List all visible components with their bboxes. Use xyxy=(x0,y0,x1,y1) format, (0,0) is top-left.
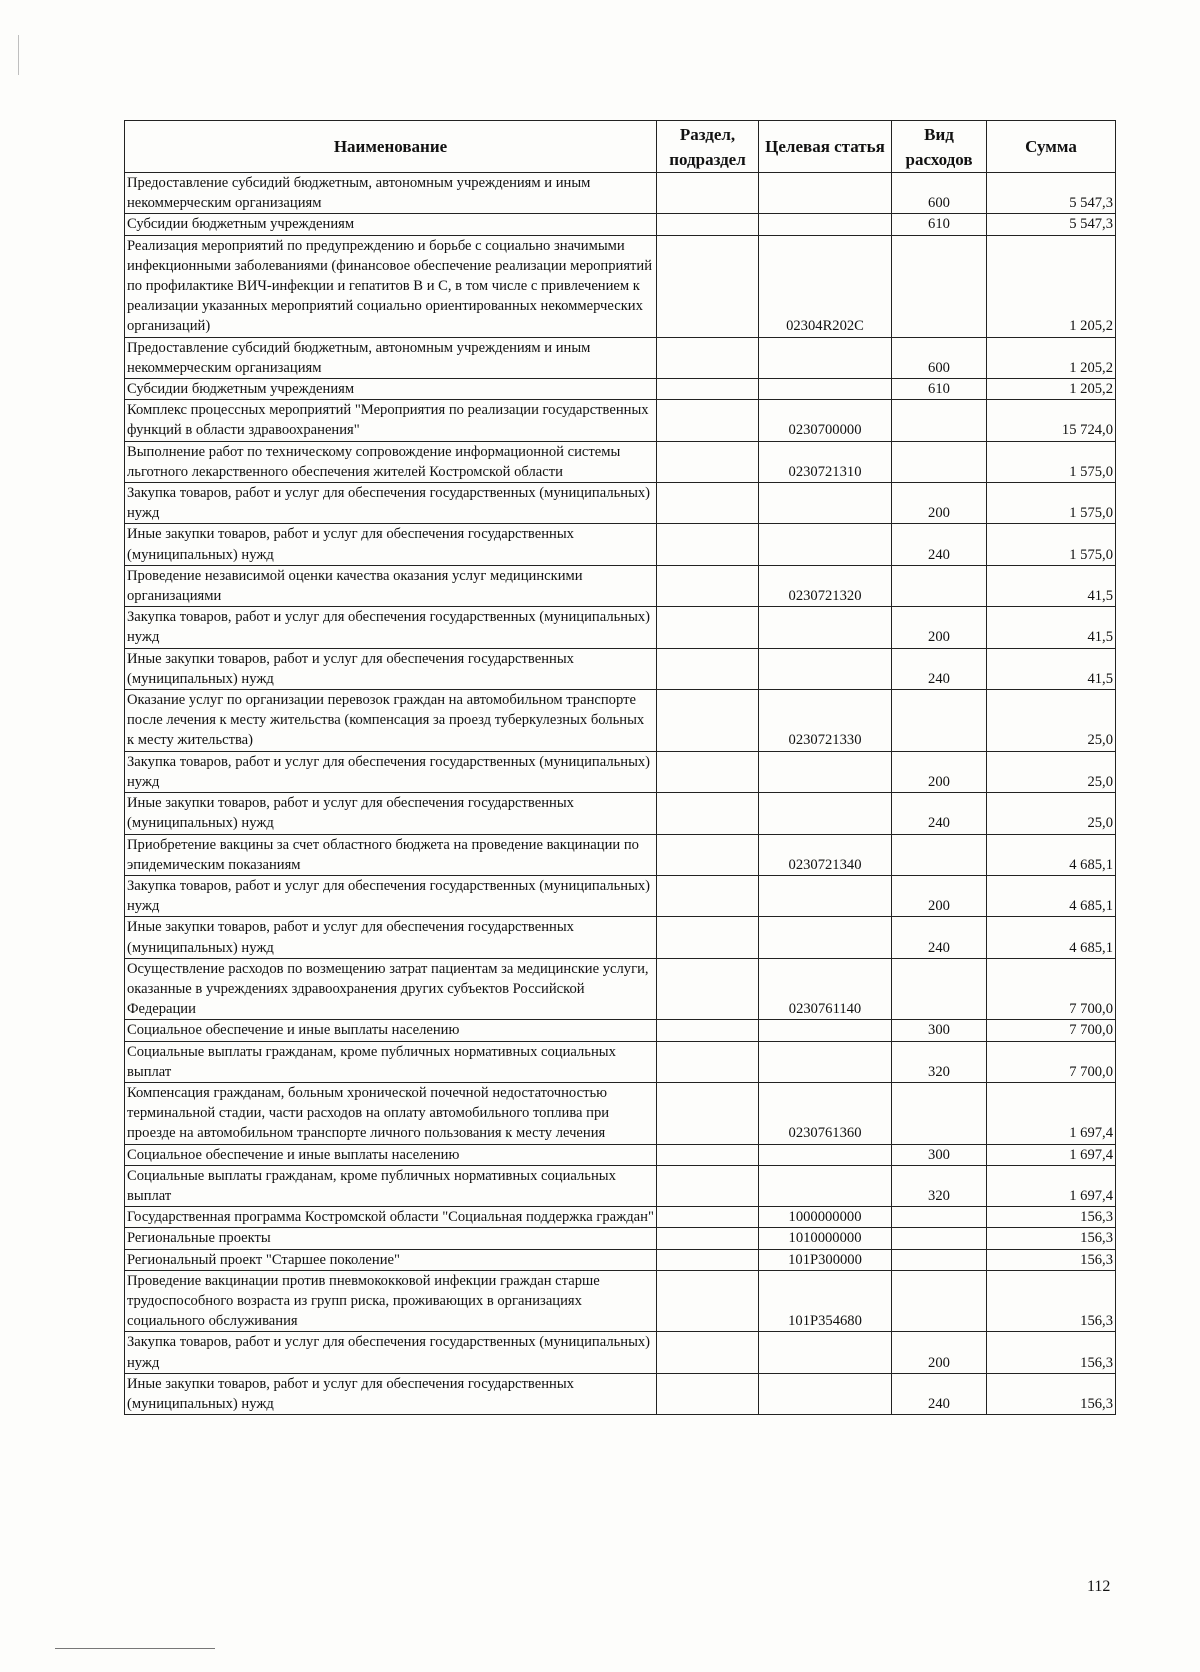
cell-name: Иные закупки товаров, работ и услуг для обеспечения государственных (муниципальных) нужд xyxy=(125,648,657,689)
cell-sum: 1 697,4 xyxy=(987,1082,1116,1144)
table-row xyxy=(125,1249,1116,1270)
cell-name: Социальные выплаты гражданам, кроме публичных нормативных социальных выплат xyxy=(125,1041,657,1082)
table-row xyxy=(125,917,1116,958)
table-body xyxy=(125,173,1116,1415)
cell-sum: 25,0 xyxy=(987,793,1116,834)
cell-target: 0230721310 xyxy=(759,441,892,482)
cell-sum: 156,3 xyxy=(987,1373,1116,1414)
cell-section xyxy=(657,1041,759,1082)
cell-sum: 1 575,0 xyxy=(987,483,1116,524)
cell-section xyxy=(657,235,759,337)
table-row xyxy=(125,958,1116,1020)
cell-kind xyxy=(892,1270,987,1332)
cell-sum: 7 700,0 xyxy=(987,958,1116,1020)
cell-kind: 200 xyxy=(892,751,987,792)
cell-sum: 1 697,4 xyxy=(987,1165,1116,1206)
cell-sum: 25,0 xyxy=(987,690,1116,752)
table-row xyxy=(125,524,1116,565)
cell-section xyxy=(657,607,759,648)
table-row xyxy=(125,648,1116,689)
cell-name: Субсидии бюджетным учреждениям xyxy=(125,379,657,400)
cell-kind xyxy=(892,400,987,441)
cell-section xyxy=(657,400,759,441)
cell-sum: 1 697,4 xyxy=(987,1144,1116,1165)
cell-target: 1010000000 xyxy=(759,1228,892,1249)
cell-section xyxy=(657,834,759,875)
cell-kind xyxy=(892,690,987,752)
cell-sum: 156,3 xyxy=(987,1332,1116,1373)
table-row xyxy=(125,607,1116,648)
cell-sum: 1 575,0 xyxy=(987,524,1116,565)
cell-sum: 4 685,1 xyxy=(987,875,1116,916)
table-row xyxy=(125,793,1116,834)
table-row xyxy=(125,235,1116,337)
table-row xyxy=(125,1144,1116,1165)
cell-kind: 610 xyxy=(892,214,987,235)
cell-kind: 600 xyxy=(892,337,987,378)
cell-target xyxy=(759,483,892,524)
cell-target: 0230761140 xyxy=(759,958,892,1020)
table-row xyxy=(125,1373,1116,1414)
table-row xyxy=(125,1270,1116,1332)
table-row xyxy=(125,1207,1116,1228)
table-row xyxy=(125,834,1116,875)
cell-target: 02304R202С xyxy=(759,235,892,337)
cell-name: Государственная программа Костромской области "Социальная поддержка граждан" xyxy=(125,1207,657,1228)
cell-target: 101Р354680 xyxy=(759,1270,892,1332)
cell-section xyxy=(657,917,759,958)
cell-sum: 4 685,1 xyxy=(987,917,1116,958)
cell-name: Предоставление субсидий бюджетным, автономным учреждениям и иным некоммерческим организациям xyxy=(125,337,657,378)
table-row xyxy=(125,400,1116,441)
cell-kind: 610 xyxy=(892,379,987,400)
cell-name: Социальные выплаты гражданам, кроме публичных нормативных социальных выплат xyxy=(125,1165,657,1206)
cell-kind: 240 xyxy=(892,648,987,689)
cell-kind: 240 xyxy=(892,1373,987,1414)
table-row xyxy=(125,483,1116,524)
cell-kind: 600 xyxy=(892,173,987,214)
cell-target xyxy=(759,1020,892,1041)
cell-kind xyxy=(892,441,987,482)
cell-name: Иные закупки товаров, работ и услуг для обеспечения государственных (муниципальных) нужд xyxy=(125,524,657,565)
cell-target xyxy=(759,1165,892,1206)
cell-section xyxy=(657,751,759,792)
cell-kind: 320 xyxy=(892,1041,987,1082)
table-row xyxy=(125,1041,1116,1082)
cell-name: Региональные проекты xyxy=(125,1228,657,1249)
cell-sum: 5 547,3 xyxy=(987,173,1116,214)
cell-name: Комплекс процессных мероприятий "Мероприятия по реализации государственных функций в области здравоохранения" xyxy=(125,400,657,441)
cell-target: 0230761360 xyxy=(759,1082,892,1144)
page-number: 112 xyxy=(1087,1578,1111,1595)
cell-name: Приобретение вакцины за счет областного бюджета на проведение вакцинации по эпидемическим показаниям xyxy=(125,834,657,875)
table-row xyxy=(125,214,1116,235)
cell-name: Осуществление расходов по возмещению затрат пациентам за медицинские услуги, оказанные в учреждениях здравоохранения других субъектов Российской Федерации xyxy=(125,958,657,1020)
cell-section xyxy=(657,1373,759,1414)
cell-section xyxy=(657,1228,759,1249)
cell-name: Закупка товаров, работ и услуг для обеспечения государственных (муниципальных) нужд xyxy=(125,483,657,524)
cell-sum: 1 205,2 xyxy=(987,235,1116,337)
cell-kind: 320 xyxy=(892,1165,987,1206)
cell-target: 0230721320 xyxy=(759,565,892,606)
cell-kind: 300 xyxy=(892,1144,987,1165)
header-target: Целевая статья xyxy=(759,121,892,173)
header-kind: Вид расходов xyxy=(892,121,987,173)
cell-kind xyxy=(892,565,987,606)
cell-section xyxy=(657,793,759,834)
cell-name: Закупка товаров, работ и услуг для обеспечения государственных (муниципальных) нужд xyxy=(125,607,657,648)
table-row xyxy=(125,379,1116,400)
budget-table xyxy=(124,120,1116,1415)
cell-section xyxy=(657,483,759,524)
cell-section xyxy=(657,565,759,606)
header-row xyxy=(125,121,1116,173)
cell-kind xyxy=(892,1082,987,1144)
scan-artifact-left xyxy=(18,35,19,75)
table-row xyxy=(125,690,1116,752)
cell-sum: 156,3 xyxy=(987,1249,1116,1270)
cell-kind: 200 xyxy=(892,875,987,916)
cell-name: Региональный проект "Старшее поколение" xyxy=(125,1249,657,1270)
cell-sum: 7 700,0 xyxy=(987,1020,1116,1041)
cell-kind: 240 xyxy=(892,524,987,565)
cell-target: 0230721330 xyxy=(759,690,892,752)
table-row xyxy=(125,337,1116,378)
cell-kind xyxy=(892,834,987,875)
cell-name: Предоставление субсидий бюджетным, автономным учреждениям и иным некоммерческим организациям xyxy=(125,173,657,214)
table-row xyxy=(125,875,1116,916)
cell-kind: 200 xyxy=(892,1332,987,1373)
cell-name: Проведение вакцинации против пневмококковой инфекции граждан старше трудоспособного возраста из групп риска, проживающих в организациях социального обслуживания xyxy=(125,1270,657,1332)
scan-artifact-bottom xyxy=(55,1648,215,1649)
cell-kind xyxy=(892,235,987,337)
cell-section xyxy=(657,214,759,235)
table-row xyxy=(125,565,1116,606)
cell-kind: 240 xyxy=(892,917,987,958)
table-row xyxy=(125,1228,1116,1249)
cell-sum: 41,5 xyxy=(987,565,1116,606)
cell-kind xyxy=(892,1228,987,1249)
cell-section xyxy=(657,690,759,752)
cell-name: Закупка товаров, работ и услуг для обеспечения государственных (муниципальных) нужд xyxy=(125,1332,657,1373)
cell-sum: 1 205,2 xyxy=(987,379,1116,400)
table-row xyxy=(125,173,1116,214)
cell-target xyxy=(759,173,892,214)
header-sum: Сумма xyxy=(987,121,1116,173)
cell-section xyxy=(657,1332,759,1373)
cell-target xyxy=(759,379,892,400)
cell-section xyxy=(657,337,759,378)
cell-name: Оказание услуг по организации перевозок граждан на автомобильном транспорте после лечения к месту жительства (компенсация за проезд туберкулезных больных к месту жительства) xyxy=(125,690,657,752)
cell-name: Иные закупки товаров, работ и услуг для обеспечения государственных (муниципальных) нужд xyxy=(125,917,657,958)
cell-sum: 1 205,2 xyxy=(987,337,1116,378)
cell-section xyxy=(657,648,759,689)
table-row xyxy=(125,1082,1116,1144)
cell-target xyxy=(759,1144,892,1165)
cell-sum: 41,5 xyxy=(987,607,1116,648)
cell-name: Компенсация гражданам, больным хронической почечной недостаточностью терминальной стадии, части расходов на оплату автомобильного топлива при проезде на автомобильном транспорте личного пользования к месту лечения xyxy=(125,1082,657,1144)
cell-section xyxy=(657,1165,759,1206)
cell-section xyxy=(657,958,759,1020)
cell-section xyxy=(657,1249,759,1270)
cell-target xyxy=(759,793,892,834)
cell-sum: 156,3 xyxy=(987,1270,1116,1332)
cell-sum: 156,3 xyxy=(987,1228,1116,1249)
cell-sum: 41,5 xyxy=(987,648,1116,689)
cell-sum: 15 724,0 xyxy=(987,400,1116,441)
cell-target xyxy=(759,917,892,958)
cell-section xyxy=(657,1207,759,1228)
cell-target xyxy=(759,875,892,916)
cell-target xyxy=(759,1041,892,1082)
cell-name: Социальное обеспечение и иные выплаты населению xyxy=(125,1144,657,1165)
cell-name: Субсидии бюджетным учреждениям xyxy=(125,214,657,235)
cell-target: 0230721340 xyxy=(759,834,892,875)
cell-section xyxy=(657,1144,759,1165)
table-row xyxy=(125,1020,1116,1041)
cell-target xyxy=(759,337,892,378)
cell-target xyxy=(759,524,892,565)
cell-target: 101Р300000 xyxy=(759,1249,892,1270)
cell-kind: 200 xyxy=(892,607,987,648)
cell-section xyxy=(657,1270,759,1332)
cell-kind xyxy=(892,1249,987,1270)
cell-section xyxy=(657,173,759,214)
cell-kind xyxy=(892,958,987,1020)
cell-target xyxy=(759,648,892,689)
table-row xyxy=(125,1332,1116,1373)
table-row xyxy=(125,441,1116,482)
cell-name: Закупка товаров, работ и услуг для обеспечения государственных (муниципальных) нужд xyxy=(125,751,657,792)
cell-kind: 200 xyxy=(892,483,987,524)
cell-section xyxy=(657,875,759,916)
cell-target xyxy=(759,607,892,648)
cell-kind: 300 xyxy=(892,1020,987,1041)
cell-name: Реализация мероприятий по предупреждению и борьбе с социально значимыми инфекционными заболеваниями (финансовое обеспечение реализации мероприятий по профилактике ВИЧ-инфекции и гепатитов В и С, в том числе с привлечением к реализации указанных мероприятий социально ориентированных некоммерческих организаций) xyxy=(125,235,657,337)
cell-section xyxy=(657,379,759,400)
cell-target: 0230700000 xyxy=(759,400,892,441)
cell-name: Выполнение работ по техническому сопровождение информационной системы льготного лекарственного обеспечения жителей Костромской области xyxy=(125,441,657,482)
header-section: Раздел, подраздел xyxy=(657,121,759,173)
cell-target: 1000000000 xyxy=(759,1207,892,1228)
header-name: Наименование xyxy=(125,121,657,173)
cell-name: Социальное обеспечение и иные выплаты населению xyxy=(125,1020,657,1041)
cell-sum: 1 575,0 xyxy=(987,441,1116,482)
cell-target xyxy=(759,751,892,792)
cell-name: Иные закупки товаров, работ и услуг для обеспечения государственных (муниципальных) нужд xyxy=(125,1373,657,1414)
table-row xyxy=(125,1165,1116,1206)
cell-kind xyxy=(892,1207,987,1228)
cell-name: Закупка товаров, работ и услуг для обеспечения государственных (муниципальных) нужд xyxy=(125,875,657,916)
cell-name: Проведение независимой оценки качества оказания услуг медицинскими организациями xyxy=(125,565,657,606)
cell-section xyxy=(657,524,759,565)
cell-name: Иные закупки товаров, работ и услуг для обеспечения государственных (муниципальных) нужд xyxy=(125,793,657,834)
cell-section xyxy=(657,441,759,482)
cell-target xyxy=(759,1332,892,1373)
cell-section xyxy=(657,1020,759,1041)
table-row xyxy=(125,751,1116,792)
cell-sum: 5 547,3 xyxy=(987,214,1116,235)
cell-target xyxy=(759,1373,892,1414)
cell-sum: 7 700,0 xyxy=(987,1041,1116,1082)
cell-target xyxy=(759,214,892,235)
cell-kind: 240 xyxy=(892,793,987,834)
cell-sum: 156,3 xyxy=(987,1207,1116,1228)
cell-sum: 25,0 xyxy=(987,751,1116,792)
cell-sum: 4 685,1 xyxy=(987,834,1116,875)
cell-section xyxy=(657,1082,759,1144)
